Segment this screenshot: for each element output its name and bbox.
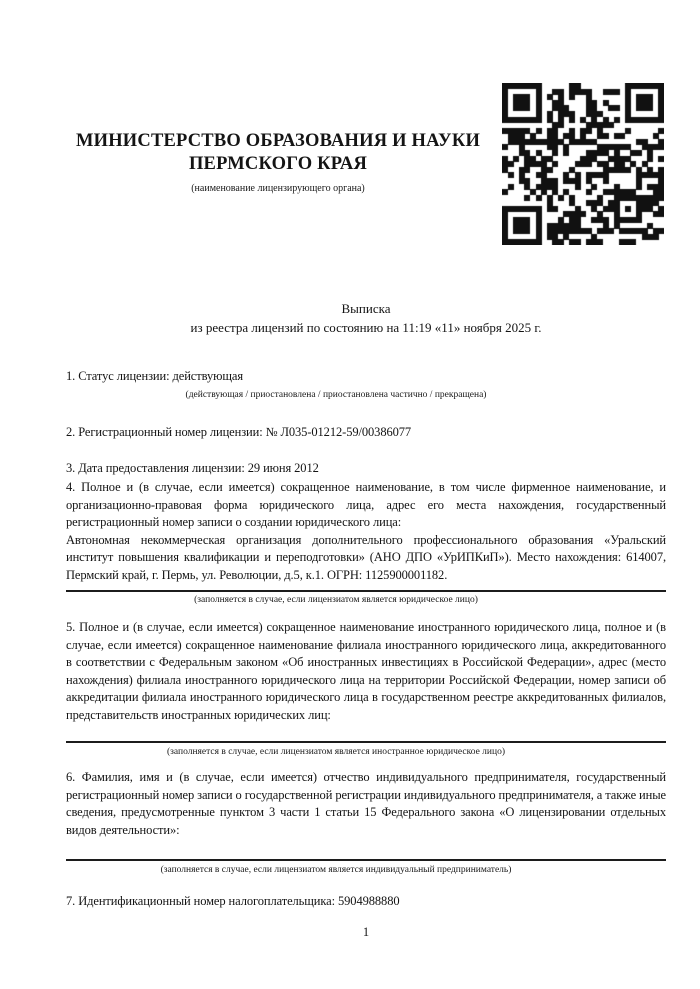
document-title <box>66 300 666 337</box>
title-line1: Выписка <box>341 301 391 316</box>
licensing-authority-caption: (наименование лицензирующего органа) <box>191 183 365 194</box>
fill-in-rule-foreign-entity <box>66 741 666 743</box>
licensing-authority-header <box>66 130 490 195</box>
item-5-foreign-entity: 5. Полное и (в случае, если имеется) сокращенное наименование иностранного юридического лица, полное и (в случае, если имеется) сокращенное наименование филиала иностранного юридического лица, аккредитованного в соответствии с Федеральным законом «Об иностранных инвестициях в Российской Федерации», адрес (место нахождения) филиала иностранного юридического лица на территории Российской Федерации, номер записи об аккредитации филиала иностранного юридического лица в государственном реестре аккредитованных филиалов, представительств иностранных юридических лиц: <box>66 620 666 722</box>
item-1-caption: (действующая / приостановлена / приостановлена частично / прекращена) <box>185 390 487 400</box>
item-3-license-date: 3. Дата предоставления лицензии: 29 июня 2012 <box>66 461 319 475</box>
item-6-individual-entrepreneur: 6. Фамилия, имя и (в случае, если имеется) отчество индивидуального предпринимателя, государственный регистрационный номер записи о государственной регистрации индивидуального предпринимателя, а также иные сведения, предусмотренные пунктом 3 части 1 статьи 15 Федерального закона «О лицензировании отдельных видов деятельности»: <box>66 770 666 837</box>
page-number: 1 <box>362 925 370 939</box>
item-4-caption: (заполняется в случае, если лицензиатом является юридическое лицо) <box>194 595 478 605</box>
qr-code-icon <box>502 83 664 245</box>
item-7-taxpayer-number: 7. Идентификационный номер налогоплательщика: 5904988880 <box>66 894 400 908</box>
ministry-name-line2: ПЕРМСКОГО КРАЯ <box>188 154 368 174</box>
item-4-text: 4. Полное и (в случае, если имеется) сокращенное наименование, в том числе фирменное наименование, и организационно-правовая форма юридического лица, адрес его места нахождения, государственный регистрационный номер записи о создании юридического лица: <box>66 480 666 529</box>
fill-in-rule-entrepreneur <box>66 859 666 861</box>
item-6-caption: (заполняется в случае, если лицензиатом является индивидуальный предприниматель) <box>160 865 512 875</box>
item-4-legal-entity <box>66 479 666 584</box>
title-line2: из реестра лицензий по состоянию на 11:19 «11» ноября 2025 г. <box>190 319 542 335</box>
item-5-caption: (заполняется в случае, если лицензиатом является иностранное юридическое лицо) <box>167 747 505 757</box>
fill-in-rule-legal-entity <box>66 590 666 592</box>
item-4-value: Автономная некоммерческая организация дополнительного профессионального образования «Уральский институт повышения квалификации и переподготовки» (АНО ДПО «УрИПКиП»). Место нахождения: 614007, Пермский край, г. Пермь, ул. Революции, д.5, к.1. ОГРН: 1125900001182. <box>66 532 666 582</box>
ministry-name-line1: МИНИСТЕРСТВО ОБРАЗОВАНИЯ И НАУКИ <box>75 131 481 151</box>
item-2-registration-number: 2. Регистрационный номер лицензии: № Л035-01212-59/00386077 <box>66 425 412 439</box>
item-1-license-status: 1. Статус лицензии: действующая <box>66 369 243 383</box>
